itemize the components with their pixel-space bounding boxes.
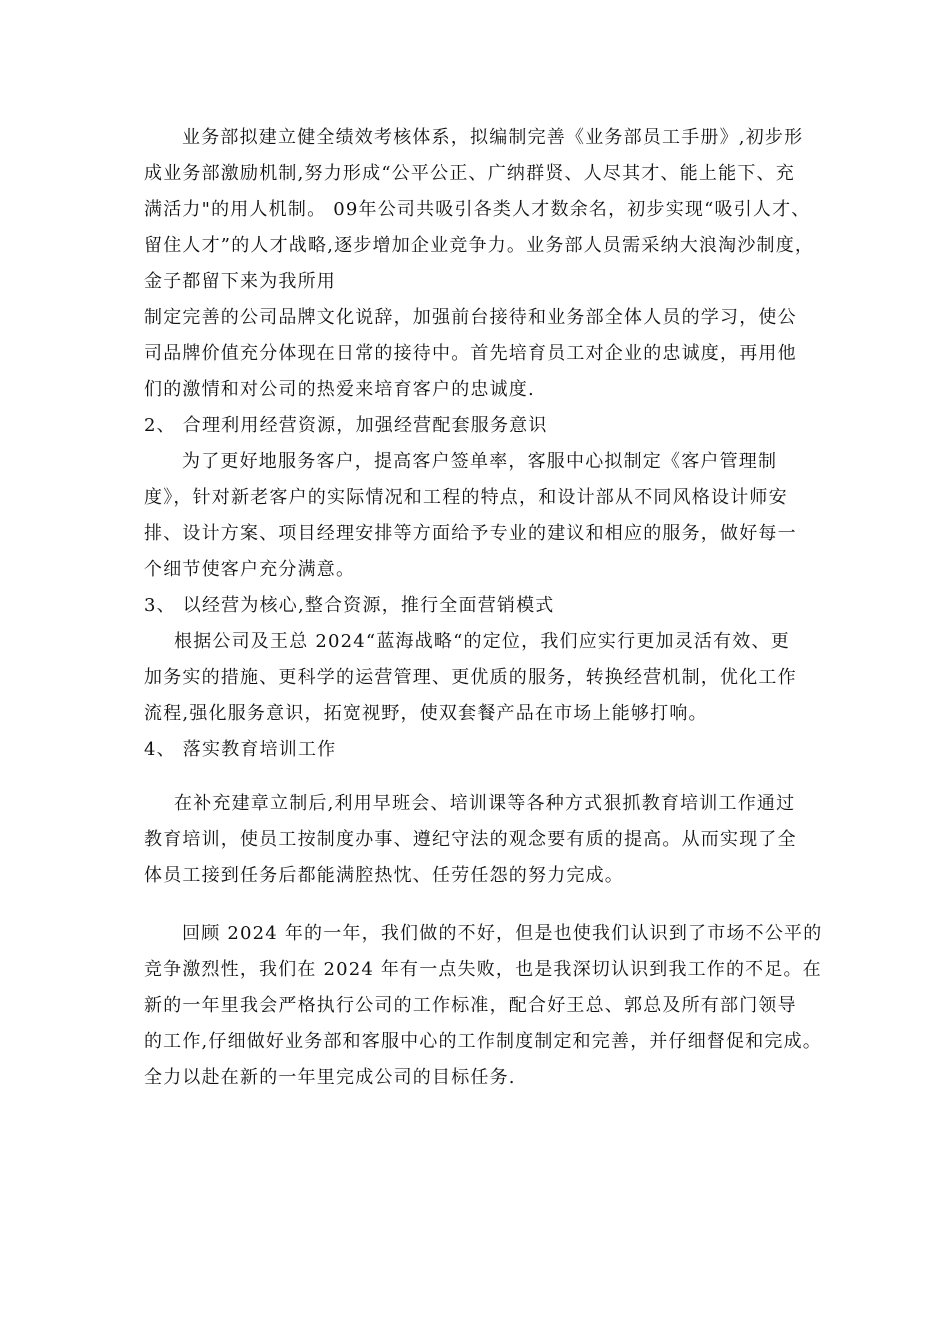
paragraph-line: 业务部拟建立健全绩效考核体系，拟编制完善《业务部员工手册》,初步形 — [182, 127, 804, 148]
paragraph-line: 金子都留下来为我所用 — [144, 271, 336, 292]
paragraph-line: 在补充建章立制后,利用早班会、培训课等各种方式狠抓教育培训工作通过 — [174, 793, 796, 814]
paragraph-line: 们的激情和对公司的热爱来培育客户的忠诚度. — [144, 379, 535, 400]
paragraph-line: 体员工接到任务后都能满腔热忱、任劳任怨的努力完成。 — [144, 865, 624, 886]
paragraph-line: 满活力"的用人机制。 09年公司共吸引各类人才数余名，初步实现“吸引人才、 — [144, 199, 811, 220]
paragraph-line: 竞争激烈性，我们在 2024 年有一点失败，也是我深切认识到我工作的不足。在 — [144, 959, 822, 980]
paragraph-line: 制定完善的公司品牌文化说辞，加强前台接待和业务部全体人员的学习，使公 — [144, 307, 797, 328]
paragraph-line: 新的一年里我会严格执行公司的工作标准，配合好王总、郭总及所有部门领导 — [144, 995, 797, 1016]
paragraph-line: 为了更好地服务客户，提高客户签单率，客服中心拟制定《客户管理制 — [182, 451, 778, 472]
paragraph-line: 个细节使客户充分满意。 — [144, 559, 356, 580]
paragraph-line: 教育培训，使员工按制度办事、遵纪守法的观念要有质的提高。从而实现了全 — [144, 829, 797, 850]
section-heading: 4、 落实教育培训工作 — [144, 739, 337, 760]
paragraph-line: 排、设计方案、项目经理安排等方面给予专业的建议和相应的服务，做好每一 — [144, 523, 797, 544]
section-heading: 3、 以经营为核心,整合资源，推行全面营销模式 — [144, 595, 555, 616]
paragraph-line: 回顾 2024 年的一年，我们做的不好，但是也使我们认识到了市场不公平的 — [182, 923, 823, 944]
paragraph-line: 根据公司及王总 2024“蓝海战略“的定位，我们应实行更加灵活有效、更 — [174, 631, 790, 652]
paragraph-line: 留住人才”的人才战略,逐步增加企业竞争力。业务部人员需采纳大浪淘沙制度， — [144, 235, 815, 256]
section-heading: 2、 合理利用经营资源，加强经营配套服务意识 — [144, 415, 548, 436]
paragraph-line: 度》，针对新老客户的实际情况和工程的特点，和设计部从不同风格设计师安 — [144, 487, 788, 508]
paragraph-line: 加务实的措施、更科学的运营管理、更优质的服务，转换经营机制，优化工作 — [144, 667, 797, 688]
paragraph-line: 的工作,仔细做好业务部和客服中心的工作制度制定和完善，并仔细督促和完成。 — [144, 1031, 822, 1052]
paragraph-line: 全力以赴在新的一年里完成公司的目标任务. — [144, 1067, 516, 1088]
paragraph-line: 流程,强化服务意识，拓宽视野，使双套餐产品在市场上能够打响。 — [144, 703, 708, 724]
paragraph-line: 成业务部激励机制,努力形成“公平公正、广纳群贤、人尽其才、能上能下、充 — [144, 163, 795, 184]
paragraph-line: 司品牌价值充分体现在日常的接待中。首先培育员工对企业的忠诚度，再用他 — [144, 343, 797, 364]
